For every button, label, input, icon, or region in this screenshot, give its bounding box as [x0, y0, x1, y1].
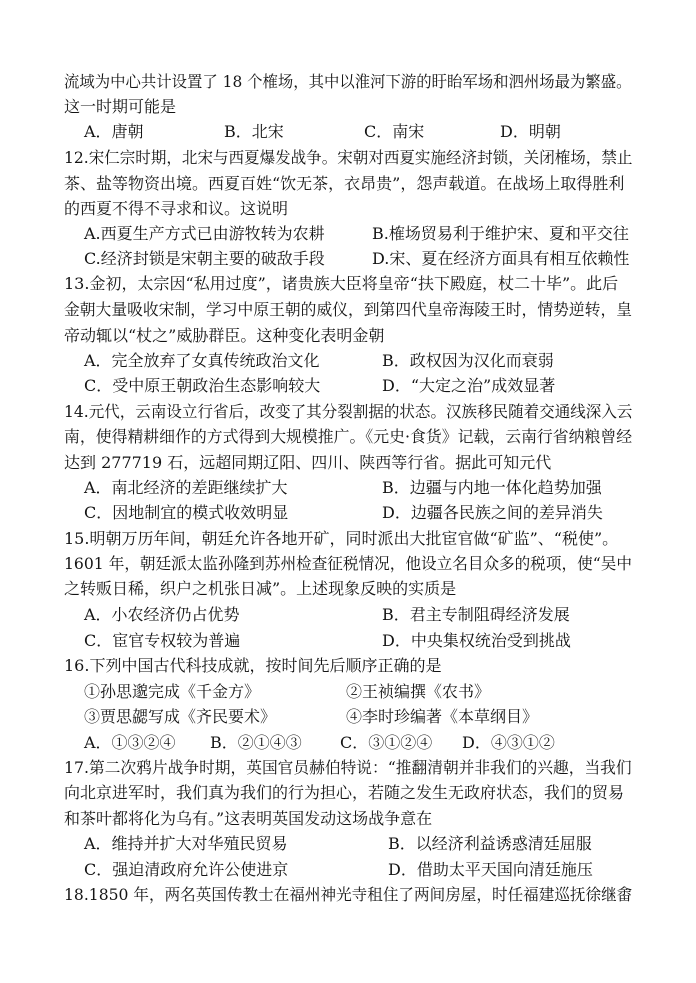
- text-line: 之转贩日稀，织户之机张日减”。上述现象反映的实质是: [64, 579, 457, 598]
- text-line: 茶、盐等物资出境。西夏百姓“饮无茶，衣昂贵”，怨声载道。在战场上取得胜利: [64, 174, 625, 193]
- option-c: C．南宋: [364, 122, 425, 141]
- option-d: D．借助太平天国向清廷施压: [388, 860, 593, 879]
- option-a: A．唐朝: [84, 122, 144, 141]
- text-line: 达到 277719 石，远超同期辽阳、四川、陕西等行省。据此可知元代: [64, 453, 552, 472]
- option-d: D.宋、夏在经济方面具有相互依赖性: [372, 249, 630, 268]
- question-17: 17.第二次鸦片战争时期，英国官员赫伯特说：“推翻清朝并非我们的兴趣，当我们: [64, 758, 632, 777]
- option-c: C.经济封锁是宋朝主要的破敌手段: [84, 249, 325, 268]
- option-c: C．强迫清政府允许公使进京: [84, 860, 289, 879]
- option-a: A．完全放弃了女真传统政治文化: [84, 351, 320, 370]
- option-b: B．②①④③: [210, 733, 302, 752]
- option-b: B．边疆与内地一体化趋势加强: [382, 478, 602, 497]
- option-a: A．①③②④: [84, 733, 176, 752]
- item-3: ③贾思勰写成《齐民要术》: [84, 707, 277, 726]
- question-18: 18.1850 年，两名英国传教士在福州神光寺租住了两间房屋，时任福建巡抚徐继畬: [64, 885, 633, 904]
- item-2: ②王祯编撰《农书》: [346, 682, 491, 701]
- option-a: A．南北经济的差距继续扩大: [84, 478, 288, 497]
- item-4: ④李时珍编著《本草纲目》: [346, 707, 539, 726]
- option-b: B．北宋: [224, 122, 284, 141]
- question-16: 16.下列中国古代科技成就，按时间先后顺序正确的是: [64, 656, 442, 675]
- option-d: D．“大定之治”成效显著: [382, 376, 556, 395]
- option-a: A．小农经济仍占优势: [84, 605, 240, 624]
- text-line: 南，使得精耕细作的方式得到大规模推广。《元史·食货》记载，云南行省纳粮曾经: [64, 427, 633, 446]
- option-c: C．宦官专权较为普遍: [84, 631, 241, 650]
- question-12: 12.宋仁宗时期，北宋与西夏爆发战争。宋朝对西夏实施经济封锁，关闭榷场，禁止: [64, 148, 633, 167]
- option-b: B．以经济利益诱惑清廷屈服: [388, 834, 592, 853]
- question-15: 15.明朝万历年间，朝廷允许各地开矿，同时派出大批宦官做“矿监”、“税使”。: [64, 529, 619, 548]
- text-line: 流域为中心共计设置了 18 个榷场，其中以淮河下游的盱眙军场和泗州场最为繁盛。: [64, 72, 632, 91]
- option-a: A.西夏生产方式已由游牧转为农耕: [84, 224, 325, 243]
- option-d: D．明朝: [500, 122, 561, 141]
- question-14: 14.元代，云南设立行省后，改变了其分裂割据的状态。汉族移民随着交通线深入云: [64, 402, 633, 421]
- option-b: B.榷场贸易利于维护宋、夏和平交往: [372, 224, 629, 243]
- text-line: 这一时期可能是: [64, 97, 177, 116]
- option-d: D．边疆各民族之间的差异消失: [382, 503, 603, 522]
- text-line: 帝动辄以“杖之”威胁群臣。这种变化表明金朝: [64, 326, 385, 345]
- text-line: 1601 年，朝廷派太监孙隆到苏州检查征税情况，他设立名目众多的税项，使“吴中: [64, 554, 632, 573]
- option-b: B．政权因为汉化而衰弱: [382, 351, 554, 370]
- option-c: C．因地制宜的模式收效明显: [84, 503, 289, 522]
- text-line: 金朝大量吸收宋制，学习中原王朝的威仪，到第四代皇帝海陵王时，情势逆转，皇: [64, 300, 633, 319]
- option-c: C．③①②④: [340, 733, 433, 752]
- option-b: B．君主专制阻碍经济发展: [382, 605, 570, 624]
- text-line: 向北京进军时，我们真为我们的行为担心，若随之发生无政府状态，我们的贸易: [64, 783, 625, 802]
- item-1: ①孙思邈完成《千金方》: [84, 682, 261, 701]
- question-13: 13.金初，太宗因“私用过度”，诸贵族大臣将皇帝“扶下殿庭，杖二十毕”。此后: [64, 274, 619, 293]
- option-c: C．受中原王朝政治生态影响较大: [84, 376, 321, 395]
- text-line: 的西夏不得不寻求和议。这说明: [64, 199, 289, 218]
- text-line: 和茶叶都将化为乌有。”这表明英国发动这场战争意在: [64, 809, 433, 828]
- option-a: A．维持并扩大对华殖民贸易: [84, 834, 288, 853]
- option-d: D．中央集权统治受到挑战: [382, 631, 571, 650]
- option-d: D．④③①②: [462, 733, 555, 752]
